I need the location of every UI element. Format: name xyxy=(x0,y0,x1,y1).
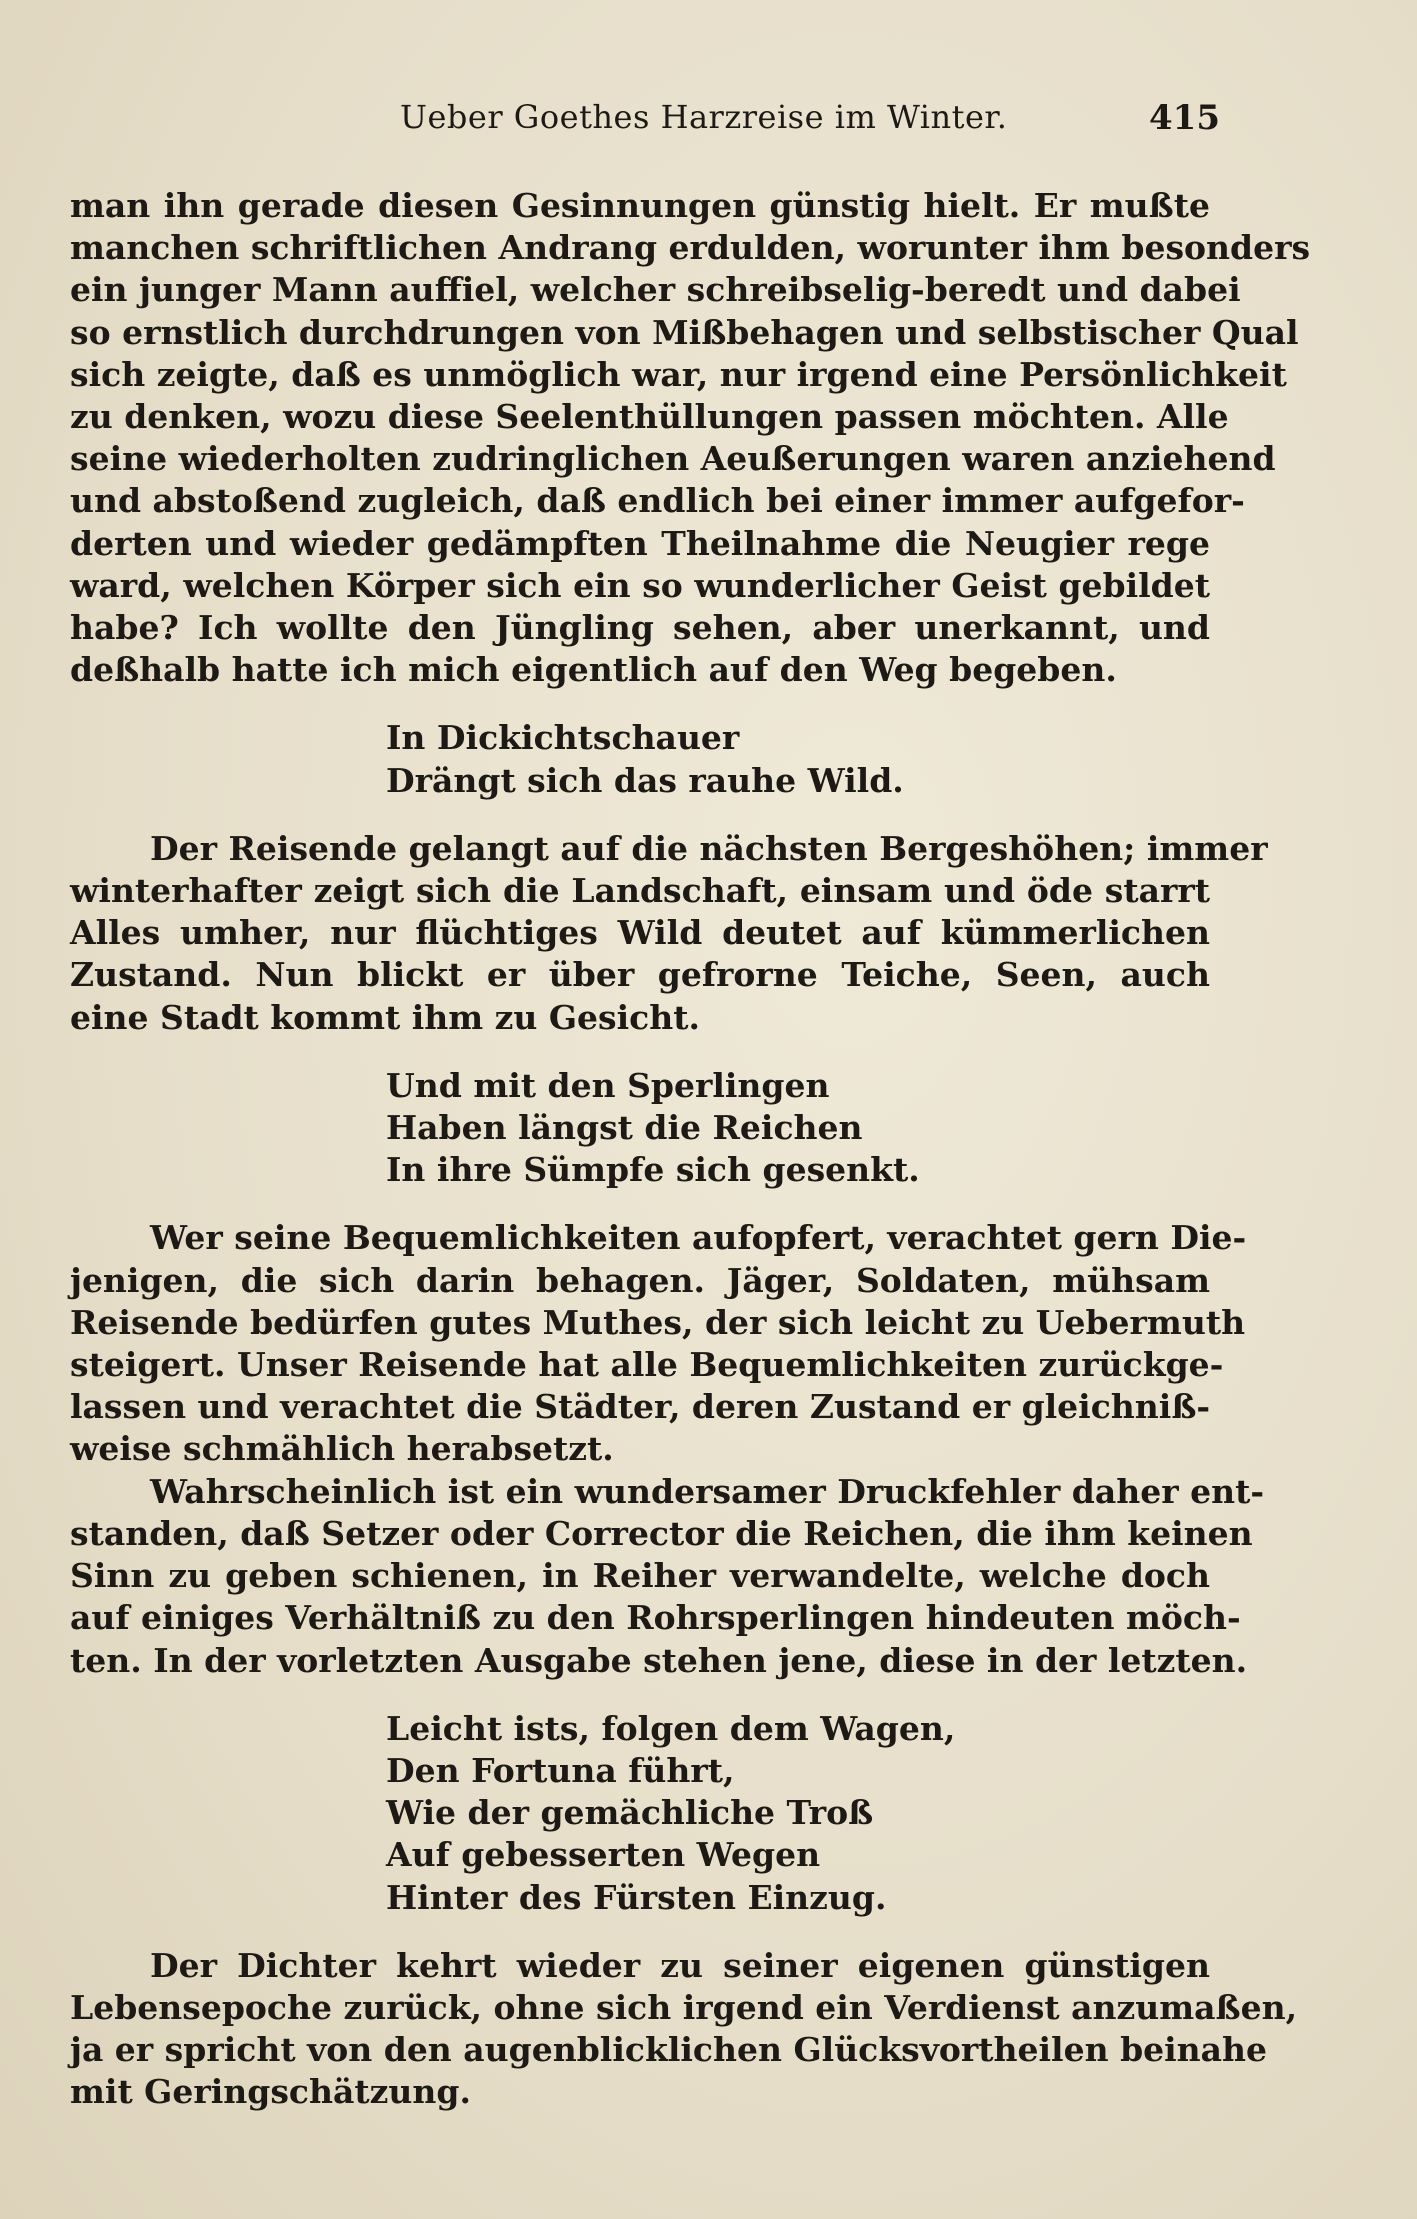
text-line: man ihn gerade diesen Gesinnungen günstig hielt. Er mußte xyxy=(70,186,1210,225)
text-line: und abstoßend zugleich, daß endlich bei einer immer aufgefor- xyxy=(70,481,1245,521)
text-line: Wahrscheinlich ist ein wundersamer Druckfehler daher ent- xyxy=(150,1471,1265,1511)
text-line: Alles umher, nur flüchtiges Wild deutet auf kümmerlichen xyxy=(70,913,1210,953)
text-line: seine wiederholten zudringlichen Aeußerungen waren anziehend xyxy=(70,439,1276,479)
text-line: eine Stadt kommt ihm zu Gesicht. xyxy=(70,997,700,1037)
paragraph-4 xyxy=(70,1471,1265,1682)
text-line: so ernstlich durchdrungen von Mißbehagen und selbstischer Qual xyxy=(70,312,1299,352)
text-line: standen, daß Setzer oder Corrector die Reichen, die ihm keinen xyxy=(70,1513,1253,1553)
text-line: Der Reisende gelangt auf die nächsten Bergeshöhen; immer xyxy=(150,828,1268,868)
text-line: derten und wieder gedämpften Theilnahme die Neugier rege xyxy=(70,523,1210,563)
paragraph-3 xyxy=(70,1217,1247,1470)
text-line: winterhafter zeigt sich die Landschaft, einsam und öde starrt xyxy=(70,871,1210,911)
verse-line: In Dickichtschauer xyxy=(386,718,740,758)
verse-line: Drängt sich das rauhe Wild. xyxy=(386,760,904,800)
text-line: Sinn zu geben schienen, in Reiher verwandelte, welche doch xyxy=(70,1556,1210,1596)
verse-line: In ihre Sümpfe sich gesenkt. xyxy=(386,1150,920,1190)
running-title: Ueber Goethes Harzreise im Winter. xyxy=(400,98,1008,136)
text-line: Wer seine Bequemlichkeiten aufopfert, verachtet gern Die- xyxy=(150,1218,1247,1258)
paragraph-2 xyxy=(70,828,1268,1039)
verse-line: Den Fortuna führt, xyxy=(386,1750,735,1790)
paragraph-1 xyxy=(70,185,1311,691)
text-line: Reisende bedürfen gutes Muthes, der sich leicht zu Uebermuth xyxy=(70,1302,1246,1342)
text-line: Lebensepoche zurück, ohne sich irgend ein Verdienst anzumaßen, xyxy=(70,1987,1298,2027)
verse-line: Auf gebesserten Wegen xyxy=(386,1835,821,1875)
text-line: deßhalb hatte ich mich eigentlich auf den Weg begeben. xyxy=(70,650,1117,690)
text-line: ten. In der vorletzten Ausgabe stehen jene, diese in der letzten. xyxy=(70,1640,1248,1680)
verse-quote-3 xyxy=(386,1708,1210,1919)
page-header xyxy=(70,98,1220,148)
text-line: manchen schriftlichen Andrang erdulden, worunter ihm besonders xyxy=(70,228,1311,268)
body-text xyxy=(70,185,1311,2114)
paragraph-5 xyxy=(70,1945,1298,2114)
text-line: ein junger Mann auffiel, welcher schreibselig-beredt und dabei xyxy=(70,270,1241,310)
text-line: zu denken, wozu diese Seelenthüllungen passen möchten. Alle xyxy=(70,397,1229,437)
text-line: Zustand. Nun blickt er über gefrorne Teiche, Seen, auch xyxy=(70,955,1210,995)
text-line: auf einiges Verhältniß zu den Rohrsperlingen hindeuten möch- xyxy=(70,1598,1241,1638)
verse-line: Wie der gemächliche Troß xyxy=(386,1793,874,1833)
text-line: steigert. Unser Reisende hat alle Bequemlichkeiten zurückge- xyxy=(70,1345,1224,1385)
verse-quote-2 xyxy=(386,1065,1210,1192)
text-line: Der Dichter kehrt wieder zu seiner eigenen günstigen xyxy=(150,1945,1210,1985)
text-line: ja er spricht von den augenblicklichen Glücksvortheilen beinahe xyxy=(70,2030,1268,2070)
text-line: habe? Ich wollte den Jüngling sehen, aber unerkannt, und xyxy=(70,608,1210,648)
text-line: ward, welchen Körper sich ein so wunderlicher Geist gebildet xyxy=(70,565,1210,605)
text-line: mit Geringschätzung. xyxy=(70,2072,471,2112)
verse-line: Haben längst die Reichen xyxy=(386,1108,863,1148)
verse-line: Leicht ists, folgen dem Wagen, xyxy=(386,1708,956,1748)
verse-line: Und mit den Sperlingen xyxy=(386,1065,830,1105)
page-number: 415 xyxy=(1149,98,1220,138)
text-line: jenigen, die sich darin behagen. Jäger, Soldaten, mühsam xyxy=(70,1260,1210,1300)
verse-quote-1 xyxy=(386,717,1210,801)
text-line: sich zeigte, daß es unmöglich war, nur irgend eine Persönlichkeit xyxy=(70,354,1287,394)
verse-line: Hinter des Fürsten Einzug. xyxy=(386,1877,887,1917)
text-line: weise schmählich herabsetzt. xyxy=(70,1429,614,1469)
text-line: lassen und verachtet die Städter, deren Zustand er gleichniß- xyxy=(70,1387,1211,1427)
